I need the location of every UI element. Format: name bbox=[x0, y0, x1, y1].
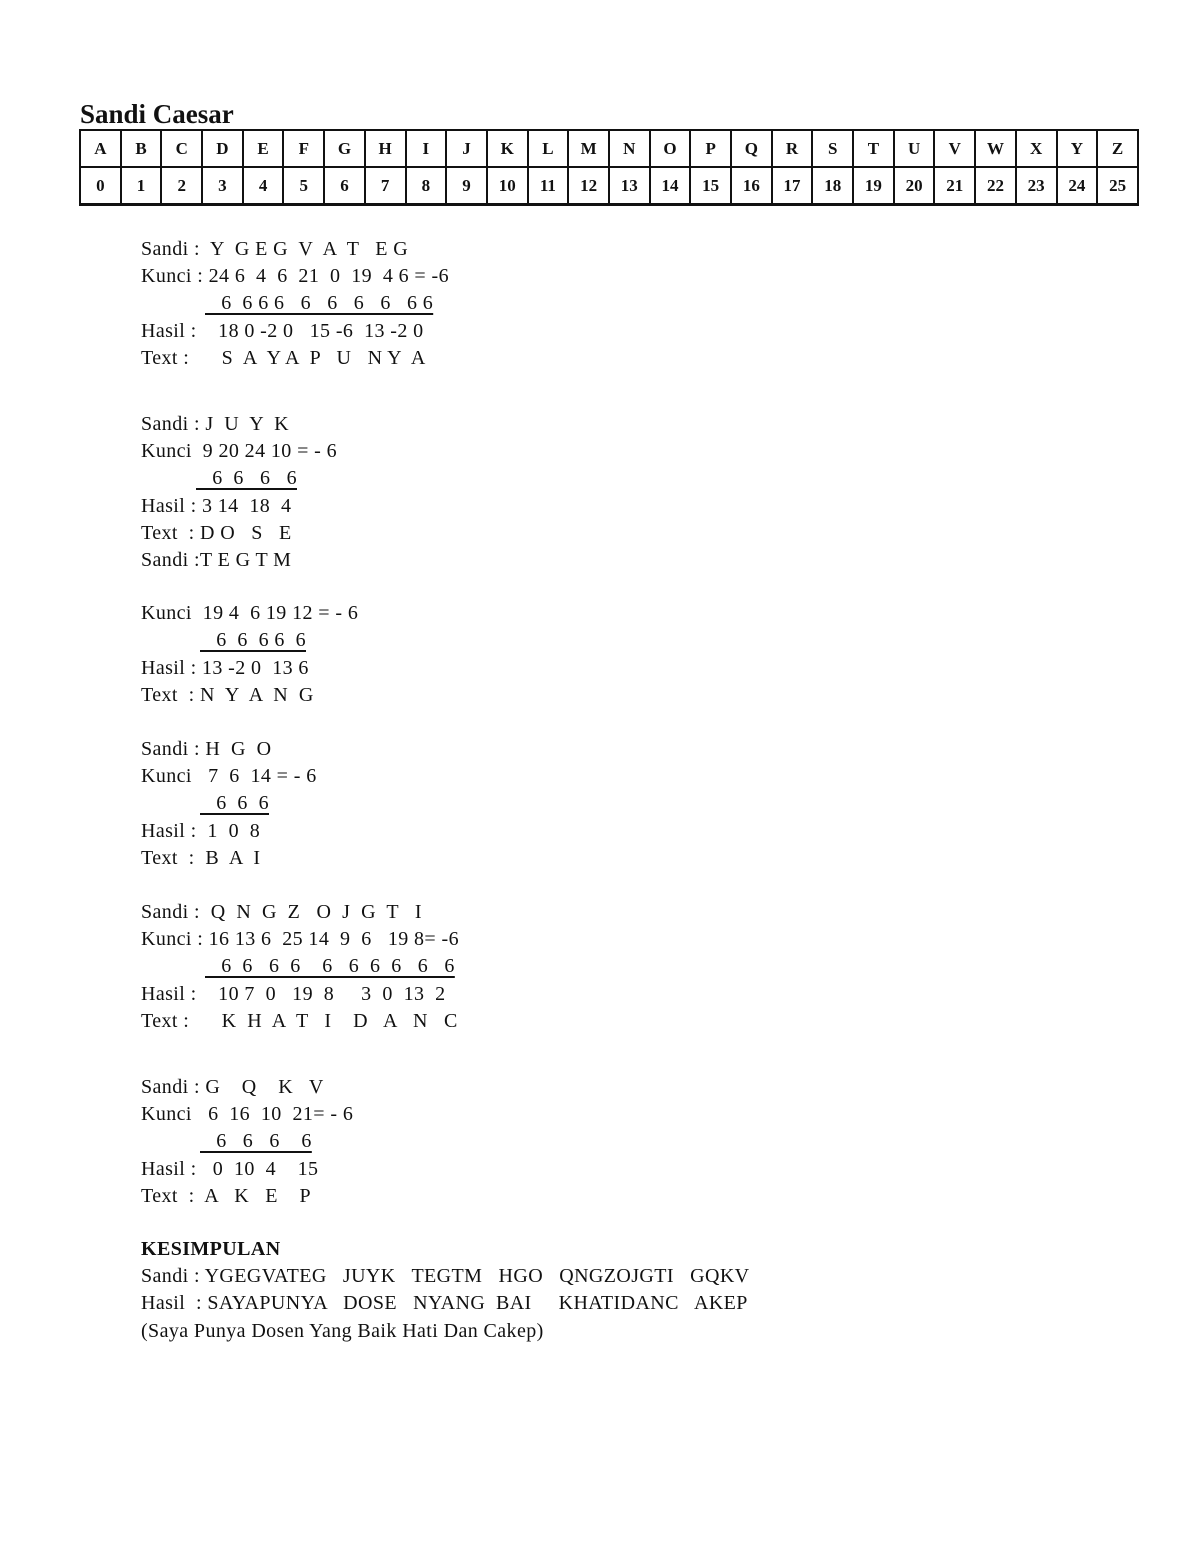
kesimpulan-sandi: Sandi : YGEGVATEG JUYK TEGTM HGO QNGZOJGTI GQKV bbox=[141, 1265, 750, 1287]
sandi-line: Sandi : H G O bbox=[141, 738, 272, 760]
subtract-line: 6 6 6 6 bbox=[196, 467, 297, 489]
letter-cell: X bbox=[1016, 130, 1057, 167]
hasil-line: Hasil : 0 10 4 15 bbox=[141, 1158, 319, 1180]
letter-cell: J bbox=[446, 130, 487, 167]
kesimpulan-note: (Saya Punya Dosen Yang Baik Hati Dan Cakep) bbox=[141, 1320, 544, 1342]
hasil-line: Hasil : 3 14 18 4 bbox=[141, 495, 292, 517]
subtract-line: 6 6 6 bbox=[200, 792, 269, 814]
number-cell: 4 bbox=[243, 167, 284, 205]
kunci-line: Kunci 9 20 24 10 = - 6 bbox=[141, 440, 338, 462]
kunci-line: Kunci 7 6 14 = - 6 bbox=[141, 765, 317, 787]
letters-row bbox=[80, 130, 1138, 167]
number-cell: 17 bbox=[772, 167, 813, 205]
subtract-line: 6 6 6 6 6 6 6 6 6 6 bbox=[205, 292, 434, 314]
number-cell: 19 bbox=[853, 167, 894, 205]
number-cell: 24 bbox=[1057, 167, 1098, 205]
number-cell: 25 bbox=[1097, 167, 1138, 205]
number-cell: 16 bbox=[731, 167, 772, 205]
number-cell: 3 bbox=[202, 167, 243, 205]
letter-cell: B bbox=[121, 130, 162, 167]
letter-cell: G bbox=[324, 130, 365, 167]
number-cell: 20 bbox=[894, 167, 935, 205]
letter-cell: L bbox=[528, 130, 569, 167]
letter-cell: W bbox=[975, 130, 1016, 167]
subtract-line: 6 6 6 6 6 6 6 6 6 6 bbox=[205, 955, 455, 977]
number-cell: 2 bbox=[161, 167, 202, 205]
letter-cell: F bbox=[283, 130, 324, 167]
text-line: Text : N Y A N G bbox=[141, 684, 314, 706]
number-cell: 5 bbox=[283, 167, 324, 205]
hasil-line: Hasil : 18 0 -2 0 15 -6 13 -2 0 bbox=[141, 320, 424, 342]
letter-cell: A bbox=[80, 130, 121, 167]
number-cell: 15 bbox=[690, 167, 731, 205]
letter-cell: Z bbox=[1097, 130, 1138, 167]
subtract-line: 6 6 6 6 6 bbox=[200, 629, 306, 651]
letter-cell: S bbox=[812, 130, 853, 167]
letter-cell: Y bbox=[1057, 130, 1098, 167]
kesimpulan-heading: KESIMPULAN bbox=[141, 1238, 281, 1260]
letter-cell: P bbox=[690, 130, 731, 167]
sandi-line: Sandi : Q N G Z O J G T I bbox=[141, 901, 422, 923]
letter-cell: R bbox=[772, 130, 813, 167]
letter-cell: D bbox=[202, 130, 243, 167]
text-line: Text : K H A T I D A N C bbox=[141, 1010, 458, 1032]
letter-cell: O bbox=[650, 130, 691, 167]
number-cell: 23 bbox=[1016, 167, 1057, 205]
sandi-line: Sandi :T E G T M bbox=[141, 549, 292, 571]
numbers-row bbox=[80, 167, 1138, 205]
subtract-line: 6 6 6 6 bbox=[200, 1130, 312, 1152]
sandi-line: Sandi : Y G E G V A T E G bbox=[141, 238, 409, 260]
hasil-line: Hasil : 13 -2 0 13 6 bbox=[141, 657, 309, 679]
letter-cell: K bbox=[487, 130, 528, 167]
number-cell: 0 bbox=[80, 167, 121, 205]
number-cell: 18 bbox=[812, 167, 853, 205]
kunci-line: Kunci 19 4 6 19 12 = - 6 bbox=[141, 602, 359, 624]
letter-cell: E bbox=[243, 130, 284, 167]
number-cell: 10 bbox=[487, 167, 528, 205]
letter-cell: I bbox=[406, 130, 447, 167]
letter-cell: U bbox=[894, 130, 935, 167]
kunci-line: Kunci 6 16 10 21= - 6 bbox=[141, 1103, 354, 1125]
letter-cell: Q bbox=[731, 130, 772, 167]
letter-cell: T bbox=[853, 130, 894, 167]
number-cell: 12 bbox=[568, 167, 609, 205]
page-title: Sandi Caesar bbox=[80, 99, 234, 129]
number-cell: 8 bbox=[406, 167, 447, 205]
number-cell: 21 bbox=[934, 167, 975, 205]
number-cell: 11 bbox=[528, 167, 569, 205]
number-cell: 13 bbox=[609, 167, 650, 205]
text-line: Text : S A Y A P U N Y A bbox=[141, 347, 426, 369]
sandi-line: Sandi : J U Y K bbox=[141, 413, 289, 435]
kunci-line: Kunci : 16 13 6 25 14 9 6 19 8= -6 bbox=[141, 928, 459, 950]
number-cell: 7 bbox=[365, 167, 406, 205]
letter-cell: N bbox=[609, 130, 650, 167]
text-line: Text : A K E P bbox=[141, 1185, 312, 1207]
text-line: Text : B A I bbox=[141, 847, 261, 869]
letter-cell: H bbox=[365, 130, 406, 167]
number-cell: 6 bbox=[324, 167, 365, 205]
number-cell: 14 bbox=[650, 167, 691, 205]
text-line: Text : D O S E bbox=[141, 522, 292, 544]
number-cell: 22 bbox=[975, 167, 1016, 205]
kunci-line: Kunci : 24 6 4 6 21 0 19 4 6 = -6 bbox=[141, 265, 449, 287]
number-cell: 9 bbox=[446, 167, 487, 205]
hasil-line: Hasil : 10 7 0 19 8 3 0 13 2 bbox=[141, 983, 446, 1005]
number-cell: 1 bbox=[121, 167, 162, 205]
letter-cell: C bbox=[161, 130, 202, 167]
sandi-line: Sandi : G Q K V bbox=[141, 1076, 324, 1098]
hasil-line: Hasil : 1 0 8 bbox=[141, 820, 261, 842]
letter-cell: M bbox=[568, 130, 609, 167]
alphabet-number-table bbox=[79, 129, 1139, 206]
letter-cell: V bbox=[934, 130, 975, 167]
kesimpulan-hasil: Hasil : SAYAPUNYA DOSE NYANG BAI KHATIDANC AKEP bbox=[141, 1292, 748, 1314]
